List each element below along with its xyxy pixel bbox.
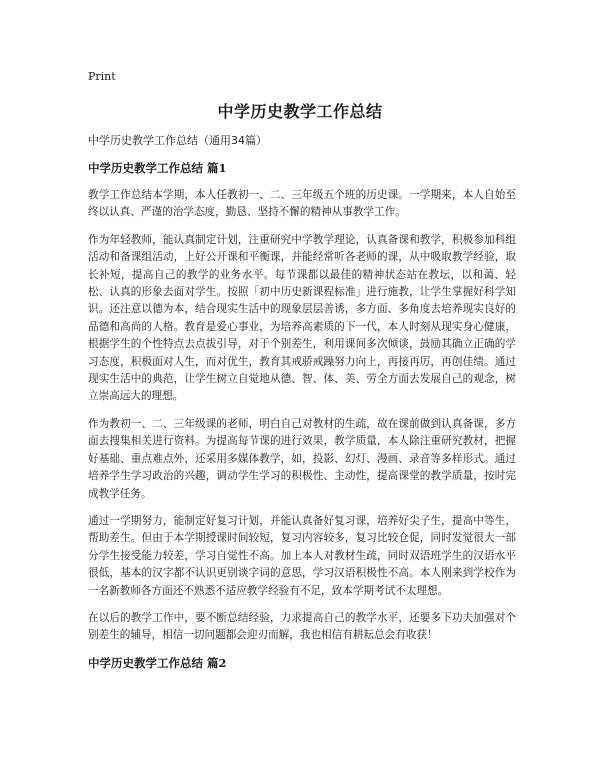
- section-heading-2: 中学历史教学工作总结 篇2: [88, 655, 227, 670]
- section-heading-1: 中学历史教学工作总结 篇1: [88, 161, 227, 175]
- document-body: [88, 133, 516, 682]
- document-subtitle: 中学历史教学工作总结（通用34篇）: [88, 134, 267, 147]
- print-link[interactable]: Print: [88, 70, 116, 83]
- paragraph: 作为教初一、二、三年级课的老师，明白自己对教材的生疏，故在课前做到认真备课，多方面去搜集相关进行资料。为提高每节课的进行效果，教学质量，本人除注重研究教材，把握好基础、重点难点外，还采用多媒体教学，如，投影、幻灯、漫画、录音等多样形式。通过培养学生学习政治的兴趣，调动学生学习的积极性、主动性，提高课堂的教学质量，按时完成教学任务。: [88, 417, 516, 500]
- paragraph: 在以后的教学工作中，要不断总结经验，力求提高自己的教学水平，还要多下功夫加强对个别差生的辅导，相信一切问题都会迎刃而解，我也相信有耕耘总会有收获！: [88, 611, 516, 642]
- paragraph: 通过一学期努力，能制定好复习计划，并能认真备好复习课，培养好尖子生，提高中等生，帮助差生。但由于本学期授课时间较短，复习内容较多，复习比较仓促，同时发觉很大一部分学生接受能力较差，学习自觉性不高。加上本人对教材生疏，同时双语班学生的汉语水平很低，基本的汉字都不认识更别谈字词的意思，学习汉语积极性不高。本人刚来到学校作为一名新教师各方面还不熟悉不适应教学经验有不足，致本学期考试不太理想。: [88, 514, 516, 597]
- paragraph: 教学工作总结本学期，本人任教初一、二、三年级五个班的历史课。一学期来，本人自始至终以认真、严谨的治学态度，勤恳、坚持不懈的精神从事教学工作。: [88, 189, 516, 219]
- paragraph: 作为年轻教师，能认真制定计划，注重研究中学教学理论，认真备课和教学，积极参加科组活动和备课组活动，上好公开课和平衡课，并能经常听各老师的课，从中吸取教学经验，取长补短，提高自己的教学的业务水平。每节课都以最佳的精神状态站在教坛，以和蔼、轻松、认真的形象去面对学生。按照「初中历史新课程标准」进行施教，让学生掌握好科学知识。还注意以德为本，结合现实生活中的现象层层善诱，多方面、多角度去培养现实良好的品德和高尚的人格。教育是爱心事业，为培养高素质的下一代，本人时刻从现实身心健康，根据学生的个性特点去点拔引导，对于个别差生，利用课间多次倾谈，鼓励其确立正确的学习态度，积极面对人生，而对优生，教育其戒骄戒躁努力向上，再接再厉，再创佳绩。通过现实生活中的典范，让学生树立自觉地从德、智、体、美、劳全方面去发展自己的观念，树立崇高远大的理想。: [88, 233, 516, 403]
- page-title: 中学历史教学工作总结: [217, 102, 383, 121]
